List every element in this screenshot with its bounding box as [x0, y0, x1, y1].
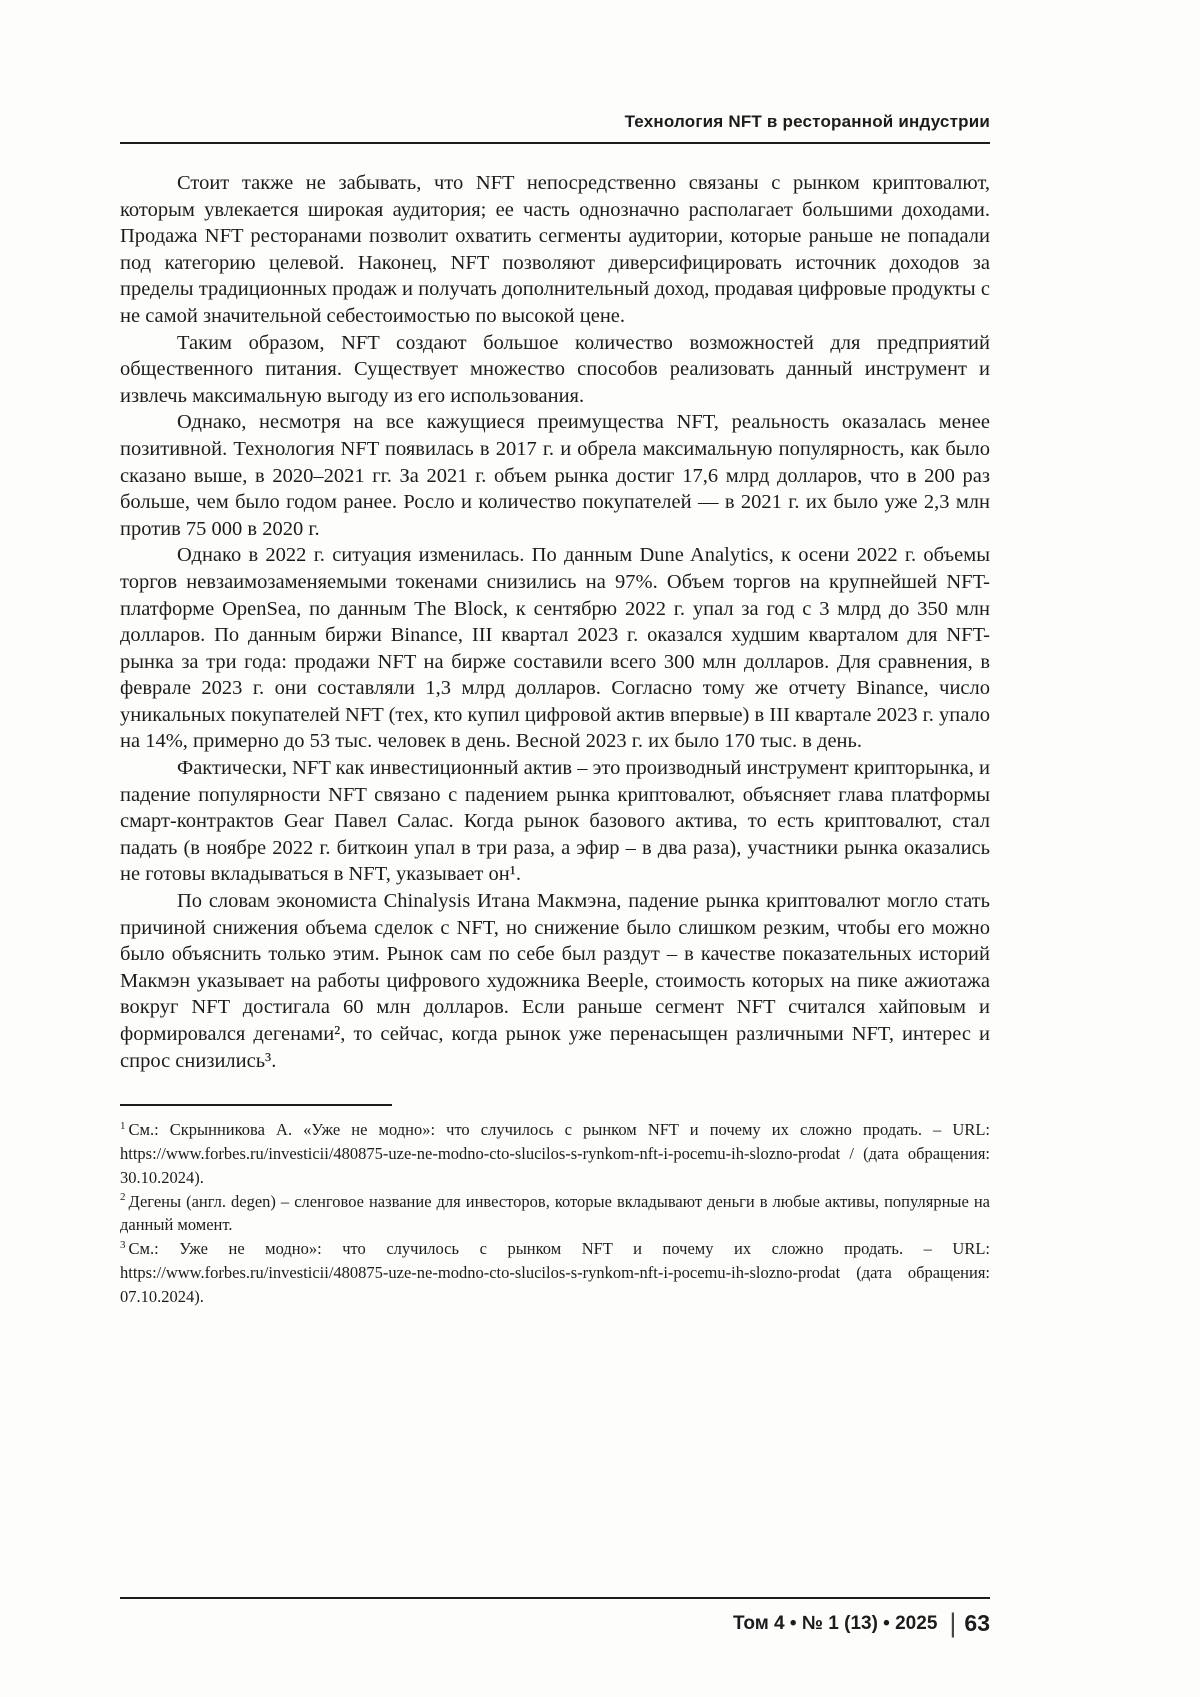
paragraph: Таким образом, NFT создают большое количество возможностей для предприятий общественного питания. Существует множество способов реализовать данный инструмент и извлечь максимальную выгоду из его использования.	[120, 331, 990, 407]
footnote-text: См.: Скрынникова А. «Уже не модно»: что случилось с рынком NFT и почему их сложно продать. – URL: https://www.forbes.ru/investicii/480875-uze-ne-modno-cto-slucilos-s-rynkom-nft-i-pocemu-ih-slozno-prodat / (дата обращения: 30.10.2024).	[120, 1120, 990, 1187]
paragraph: Однако, несмотря на все кажущиеся преимущества NFT, реальность оказалась менее позитивной. Технология NFT появилась в 2017 г. и обрела максимальную популярность, как было сказано выше, в 2020–2021 гг. За 2021 г. объем рынка достиг 17,6 млрд долларов, что в 200 раз больше, чем было годом ранее. Росло и количество покупателей — в 2021 г. их было уже 2,3 млн против 75 000 в 2020 г.	[120, 411, 990, 540]
page-number: 63	[964, 1610, 990, 1636]
footnote	[120, 1118, 990, 1189]
footnote-text: Дегены (англ. degen) – сленговое название для инвесторов, которые вкладывают деньги в любые активы, популярные на данный момент.	[120, 1191, 990, 1235]
footnote-marker: 3	[120, 1238, 126, 1251]
footer-divider: |	[949, 1608, 957, 1638]
article-body	[120, 170, 990, 1074]
paragraph: По словам экономиста Chinalysis Итана Макмэна, падение рынка криптовалют могло стать причиной снижения объема сделок с NFT, но снижение было слишком резким, чтобы его можно было объяснить только этим. Рынок сам по себе был раздут – в качестве показательных историй Макмэн указывает на работы цифрового художника Beeple, стоимость которых на пике ажиотажа вокруг NFT достигала 60 млн долларов. Если раньше сегмент NFT считался хайповым и формировался дегенами², то сейчас, когда рынок уже перенасыщен различными NFT, интерес и спрос снизились³.	[120, 890, 990, 1072]
paragraph: Стоит также не забывать, что NFT непосредственно связаны с рынком криптовалют, которым увлекается широкая аудитория; ее часть однозначно располагает большими доходами. Продажа NFT ресторанами позволит охватить сегменты аудитории, которые раньше не попадали под категорию целевой. Наконец, NFT позволяют диверсифицировать источник доходов за пределы традиционных продаж и получать дополнительный доход, продавая цифровые продукты с не самой значительной себестоимостью по высокой цене.	[120, 172, 990, 327]
footnote-separator	[120, 1104, 392, 1106]
page-content	[120, 112, 990, 1309]
running-header: Технология NFT в ресторанной индустрии	[120, 112, 990, 144]
footnote	[120, 1237, 990, 1308]
paragraph: Однако в 2022 г. ситуация изменилась. По данным Dune Analytics, к осени 2022 г. объемы торгов невзаимозаменяемыми токенами снизились на 97%. Объем торгов на крупнейшей NFT-платформе OpenSea, по данным The Block, к сентябрю 2022 г. упал за год с 3 млрд до 350 млн долларов. По данным биржи Binance, III квартал 2023 г. оказался худшим кварталом для NFT-рынка за три года: продажи NFT на бирже составили всего 300 млн долларов. Для сравнения, в феврале 2023 г. они составляли 1,3 млрд долларов. Согласно тому же отчету Binance, число уникальных покупателей NFT (тех, кто купил цифровой актив впервые) в III квартале 2023 г. упало на 14%, примерно до 53 тыс. человек в день. Весной 2023 г. их было 170 тыс. в день.	[120, 544, 990, 753]
page-footer	[120, 1597, 990, 1639]
footnote	[120, 1190, 990, 1238]
footnotes-section	[120, 1118, 990, 1308]
footnote-marker: 2	[120, 1191, 126, 1204]
volume-issue-info: Том 4 • № 1 (13) • 2025	[732, 1613, 938, 1634]
footnote-marker: 1	[120, 1119, 126, 1132]
paragraph: Фактически, NFT как инвестиционный актив – это производный инструмент крипторынка, и падение популярности NFT связано с падением рынка криптовалют, объясняет глава платформы смарт-контрактов Gear Павел Салас. Когда рынок базового актива, то есть криптовалют, стал падать (в ноябре 2022 г. биткоин упал в три раза, а эфир – в два раза), участники рынка оказались не готовы вкладываться в NFT, указывает он¹.	[120, 757, 990, 886]
footnote-text: См.: Уже не модно»: что случилось с рынком NFT и почему их сложно продать. – URL: https://www.forbes.ru/investicii/480875-uze-ne-modno-cto-slucilos-s-rynkom-nft-i-pocemu-ih-slozno-prodat (дата обращения: 07.10.2024).	[120, 1239, 990, 1306]
